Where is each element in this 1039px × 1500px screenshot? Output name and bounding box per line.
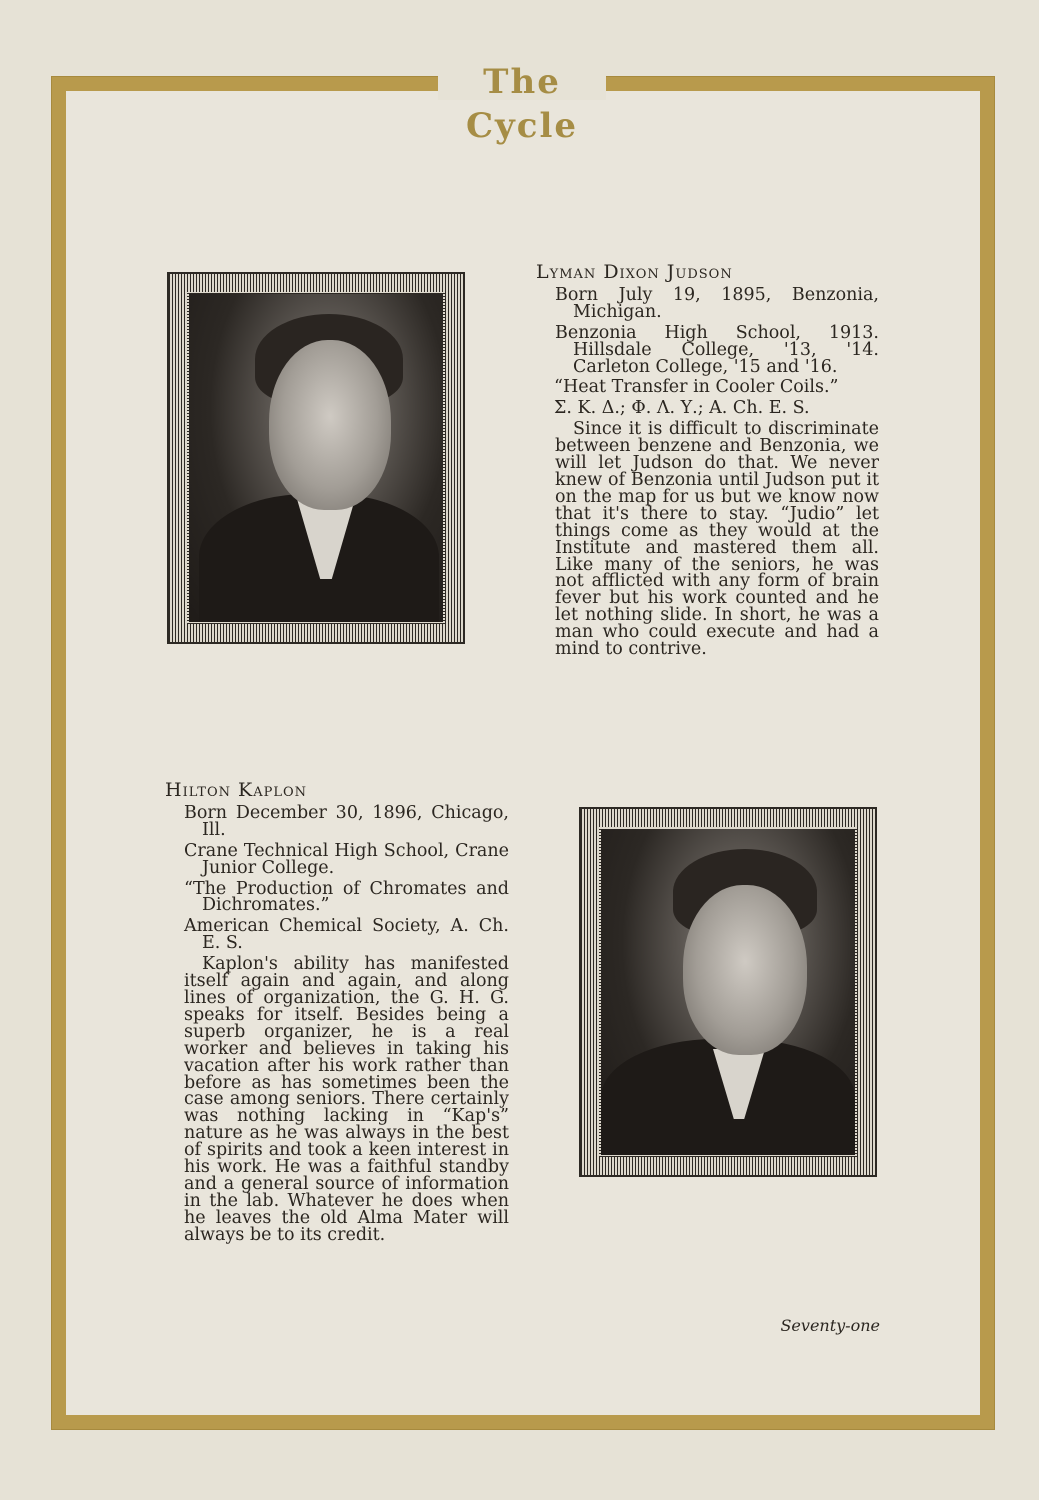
entry-name: Lyman Dixon Judson	[536, 261, 733, 283]
portrait-image	[189, 294, 443, 622]
entry-born: Born December 30, 1896, Chicago, Ill.	[184, 802, 509, 840]
entry-societies: American Chemical Society, A. Ch. E. S.	[184, 916, 509, 954]
entry-bio: Since it is difficult to discriminate between benzene and Benzonia, we will let Judson do that. We never knew of Benzonia until Judson put it on the map for us but we know now that it's there to stay. “Judio” let things come as they would at the Institute and mastered them all. Like many of the seniors, he was not afflicted with any form of brain fever but his work counted and he let nothing slide. In short, he was a man who could execute and had a mind to contrive.	[555, 419, 879, 660]
entry-education: Benzonia High School, 1913. Hillsdale College, '13, '14. Carleton College, '15 and '16.	[555, 322, 879, 377]
entry-thesis: “Heat Transfer in Cooler Coils.”	[554, 377, 839, 398]
portrait-photo-judson	[167, 272, 465, 644]
page-number: Seventy-one	[780, 1316, 880, 1335]
entry-societies: Σ. K. Δ.; Φ. Λ. Υ.; A. Ch. E. S.	[554, 398, 810, 419]
entry-bio: Kaplon's ability has manifested itself again and again, and along lines of organization, the G. H. G. speaks for itself. Besides being a superb organizer, he is a real worker and believes in taking his vacation after his work rather than before as has sometimes been the case among seniors. There certainly was nothing lacking in “Kap's” nature as he was always in the best of spirits and took a keen interest in his work. He was a faithful standby and a general source of information in the lab. Whatever he does when he leaves the old Alma Mater will always be to its credit.	[184, 954, 509, 1245]
portrait-face	[683, 885, 807, 1055]
entry-education: Crane Technical High School, Crane Junior College.	[184, 840, 509, 878]
entry-born: Born July 19, 1895, Benzonia, Michigan.	[555, 284, 879, 322]
portrait-photo-kaplon	[579, 807, 877, 1177]
portrait-face	[269, 340, 391, 510]
header-title: The Cycle	[465, 62, 579, 146]
entry-kaplon	[165, 779, 509, 1245]
portrait-image	[601, 829, 855, 1155]
entry-thesis: “The Production of Chromates and Dichromates.”	[184, 878, 509, 916]
entry-name: Hilton Kaplon	[165, 779, 308, 801]
entry-judson	[536, 261, 879, 660]
